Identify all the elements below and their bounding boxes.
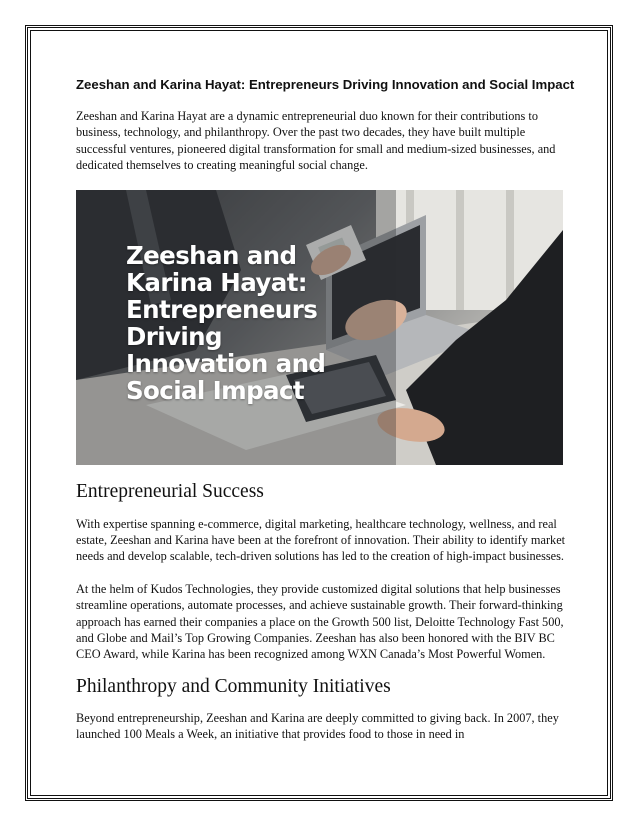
section-heading-philanthropy: Philanthropy and Community Initiatives [76,675,391,697]
success-paragraph-1: With expertise spanning e-commerce, digital marketing, healthcare technology, wellness, and real estate, Zeeshan and Karina have been at the forefront of innovation. Their ability to identify market needs and develop scalable, tech-driven solutions has led to the creation of high-impact businesses. [76,516,566,564]
hero-overlay-line: Social Impact [126,375,305,405]
hero-overlay-line: Innovation and [126,348,326,378]
hero-overlay-line: Karina Hayat: [126,267,307,297]
hero-overlay-line: Entrepreneurs [126,294,318,324]
intro-paragraph: Zeeshan and Karina Hayat are a dynamic entrepreneurial duo known for their contributions to business, technology, and philanthropy. Over the past two decades, they have built multiple successful ventures, pioneered digital transformation for small and medium-sized businesses, and dedicated themselves to creating meaningful social change. [76,109,556,173]
success-paragraph-2: At the helm of Kudos Technologies, they provide customized digital solutions that help businesses streamline operations, automate processes, and achieve sustainable growth. Their forward-thinking approach has earned their companies a place on the Growth 500 list, Deloitte Technology Fast 500, and Globe and Mail’s Top Growing Companies. Zeeshan has also been honored with the BIV BC CEO Award, while Karina has been recognized among WXN Canada’s Most Powerful Women. [76,581,564,662]
section-heading-entrepreneurial-success: Entrepreneurial Success [76,480,264,502]
document-body [76,76,575,743]
philanthropy-paragraph-1: Beyond entrepreneurship, Zeeshan and Karina are deeply committed to giving back. In 2007, they launched 100 Meals a Week, an initiative that provides food to those in need in [76,710,559,742]
hero-overlay-line: Zeeshan and [126,240,297,270]
document-title: Zeeshan and Karina Hayat: Entrepreneurs Driving Innovation and Social Impact [76,77,575,92]
hero-overlay-title [126,242,386,404]
hero-image [76,190,563,465]
hero-overlay-line: Driving [126,321,222,351]
